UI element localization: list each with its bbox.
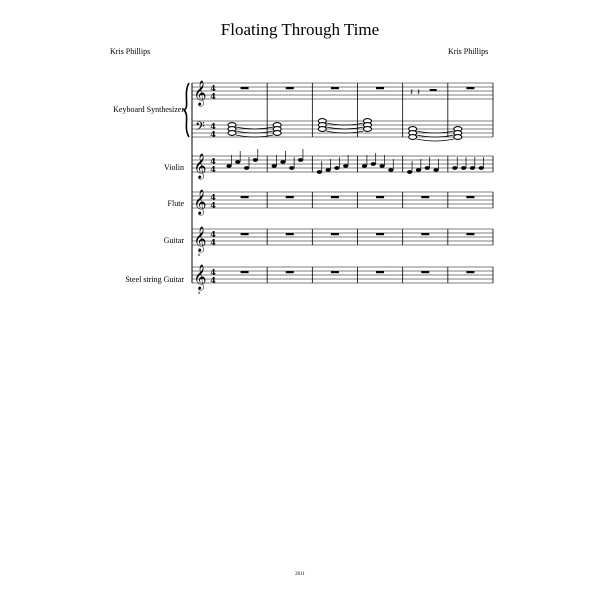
page-footer: 2011 (295, 572, 305, 577)
quarter-note (479, 166, 484, 170)
quarter-note (388, 168, 393, 172)
whole-rest (376, 233, 384, 235)
quarter-note (326, 168, 331, 172)
quarter-note (362, 164, 367, 168)
whole-rest (241, 196, 249, 198)
time-signature-top: 4 (210, 229, 216, 239)
instrument-label-flute: Flute (167, 199, 184, 208)
quarter-note (470, 166, 475, 170)
whole-rest (376, 196, 384, 198)
quarter-note (379, 164, 384, 168)
time-signature-bottom: 4 (210, 200, 216, 210)
instrument-label-keyboard: Keyboard Synthesizer (113, 105, 184, 114)
time-signature-top: 4 (210, 83, 216, 93)
quarter-note (371, 162, 376, 166)
whole-note (454, 135, 462, 140)
time-signature-top: 4 (210, 192, 216, 202)
quarter-note (452, 166, 457, 170)
quarter-note (407, 170, 412, 174)
whole-rest (421, 271, 429, 273)
whole-rest (286, 271, 294, 273)
octave-mark: 8 (197, 290, 201, 295)
whole-rest (286, 233, 294, 235)
quarter-note (416, 168, 421, 172)
time-signature-bottom: 4 (210, 237, 216, 247)
composer-left: Kris Phillips (110, 47, 151, 56)
whole-rest (376, 87, 384, 89)
whole-rest (421, 196, 429, 198)
treble-clef-icon: 𝄞 (193, 190, 207, 215)
whole-rest (241, 87, 249, 89)
whole-rest (376, 271, 384, 273)
whole-rest (466, 196, 474, 198)
treble-clef-icon: 𝄞 (193, 154, 207, 179)
whole-note (228, 131, 236, 136)
time-signature-bottom: 4 (210, 275, 216, 285)
time-signature-top: 4 (210, 121, 216, 131)
treble-clef-icon: 𝄞 (193, 227, 207, 252)
whole-rest (286, 87, 294, 89)
quarter-note (280, 160, 285, 164)
whole-rest (466, 87, 474, 89)
quarter-note (461, 166, 466, 170)
whole-rest (331, 87, 339, 89)
whole-note (364, 127, 372, 132)
quarter-rest: 𝄽 (417, 88, 421, 98)
whole-rest (331, 233, 339, 235)
quarter-rest: 𝄽 (410, 88, 414, 98)
treble-clef-icon: 𝄞 (193, 265, 207, 290)
whole-rest (241, 271, 249, 273)
half-rest (430, 89, 437, 91)
quarter-note (317, 170, 322, 174)
whole-rest (421, 233, 429, 235)
octave-mark: 8 (197, 252, 201, 257)
quarter-note (343, 164, 348, 168)
time-signature-bottom: 4 (210, 164, 216, 174)
whole-rest (331, 271, 339, 273)
quarter-note (433, 168, 438, 172)
whole-rest (331, 196, 339, 198)
bass-clef-icon: 𝄢 (195, 119, 205, 137)
whole-rest (466, 233, 474, 235)
whole-rest (466, 271, 474, 273)
time-signature-top: 4 (210, 156, 216, 166)
whole-rest (286, 196, 294, 198)
instrument-label-violin: Violin (164, 163, 184, 172)
score-title: Floating Through Time (220, 20, 380, 39)
keyboard-brace (184, 83, 189, 137)
quarter-note (253, 158, 258, 162)
time-signature-bottom: 4 (210, 129, 216, 139)
instrument-label-steel-guitar: Steel string Guitar (125, 275, 184, 284)
quarter-note (226, 164, 231, 168)
whole-note (409, 135, 417, 140)
whole-rest (241, 233, 249, 235)
time-signature-top: 4 (210, 267, 216, 277)
treble-clef-icon: 𝄞 (193, 81, 207, 106)
quarter-note (289, 166, 294, 170)
instrument-label-guitar: Guitar (163, 236, 184, 245)
quarter-note (298, 158, 303, 162)
quarter-note (334, 166, 339, 170)
quarter-note (425, 166, 430, 170)
quarter-note (272, 164, 277, 168)
tie (417, 139, 454, 141)
time-signature-bottom: 4 (210, 91, 216, 101)
whole-note (318, 127, 326, 132)
quarter-note (235, 160, 240, 164)
quarter-note (244, 166, 249, 170)
composer-right: Kris Phillips (448, 47, 489, 56)
whole-note (273, 131, 281, 136)
